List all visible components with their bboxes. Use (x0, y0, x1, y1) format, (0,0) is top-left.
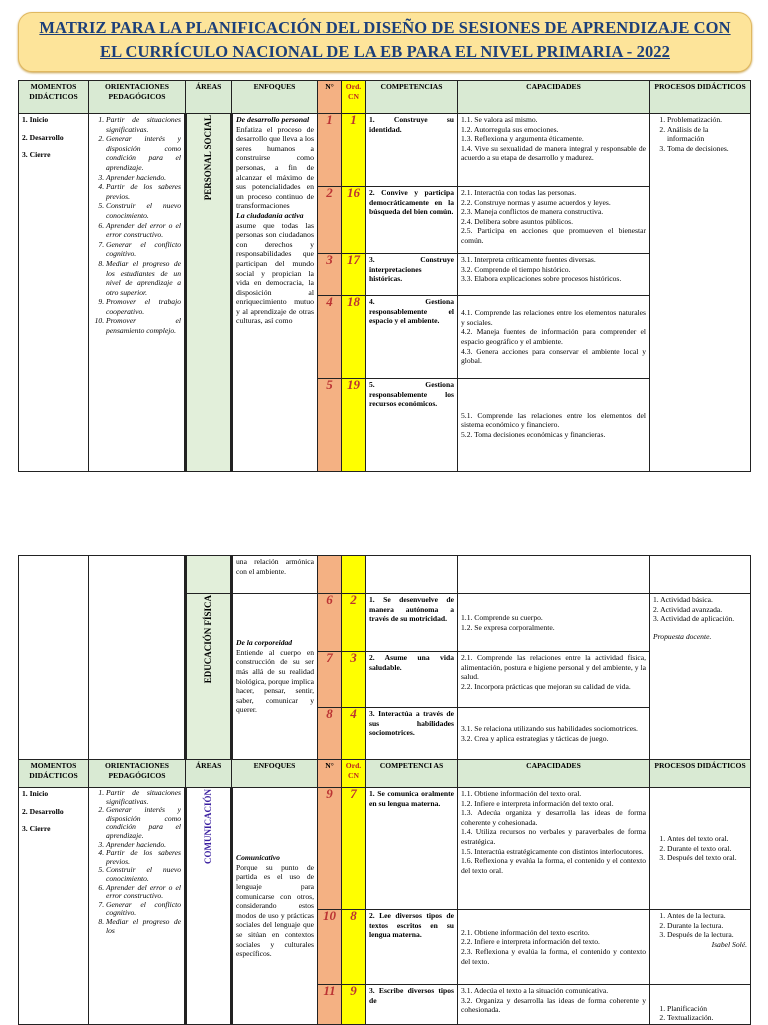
header-procesos: PROCESOS DIDÁCTICOS (650, 81, 751, 114)
proceso-item: 2. Durante el texto oral. (667, 844, 747, 854)
enfoque-cell (232, 788, 318, 1025)
title-line-2: EL CURRÍCULO NACIONAL DE LA EB PARA EL NIVEL PRIMARIA - 2022 (100, 42, 670, 61)
capacidades-cell (458, 296, 650, 379)
procesos-note: Propuesta docente. (653, 631, 712, 641)
area-personal-social-cont (186, 556, 232, 594)
header-ord-cn: Ord. CN (342, 81, 366, 114)
momentos-cell-empty (19, 556, 89, 760)
orientacion-item: 7. Generar el conflicto cognitivo. (106, 901, 181, 918)
row-number: 9 (318, 788, 342, 910)
capacidad-item: 1.1. Comprende su cuerpo. (461, 612, 543, 622)
orientacion-item: 6. Aprender del error o el error constructivo. (106, 221, 181, 240)
competencia: 3. Escribe diversos tipos de (366, 985, 458, 1025)
capacidad-item: 1.2. Se expresa corporalmente. (461, 622, 555, 632)
competencia: 1. Se desenvuelve de manera autónoma a través de su motricidad. (366, 594, 458, 652)
enfoque-text: asume que todas las personas son ciudadanos con derechos y responsabilidades que participan del mundo social y propician la vida en democracia, la disposición al enriquecimiento mutuo y al aprendizaje de otras culturas, así como (236, 220, 314, 326)
competencia: 4. Gestiona responsablemente el espacio y el ambiente. (366, 296, 458, 379)
capacidades-cell (458, 788, 650, 910)
competencia: 1. Se comunica oralmente en su lengua materna. (366, 788, 458, 910)
header-enfoques: ENFOQUES (232, 81, 318, 114)
capacidad-item: 2.3. Reflexiona y evalúa la forma, el contenido y contexto del texto. (461, 947, 646, 966)
orientacion-item: 5. Construir el nuevo conocimiento. (106, 866, 181, 883)
row-ord-cn: 3 (342, 652, 366, 708)
capacidad-item: 2.1. Comprende las relaciones entre la actividad física, alimentación, postura e higiene personal y del ambiente, y la salud. (461, 653, 646, 682)
orientacion-item: 3. Aprender haciendo. (106, 841, 181, 850)
momentos-cell (19, 114, 89, 472)
orientacion-item: 4. Partir de los saberes previos. (106, 182, 181, 201)
procesos-note: Isabel Solé. (711, 939, 747, 949)
header-areas: ÁREAS (186, 760, 232, 788)
competencia: 2. Convive y participa democráticamente en la búsqueda del bien común. (366, 187, 458, 254)
header-momentos: MOMENTOS DIDÁCTICOS (19, 760, 89, 788)
proceso-item: 1. Planificación (667, 1004, 747, 1014)
capacidad-item: 2.2. Incorpora prácticas que mejoran su calidad de vida. (461, 681, 631, 691)
procesos-cell (650, 985, 751, 1025)
header-procesos: PROCESOS DIDÁCTICOS (650, 760, 751, 788)
capacidades-cell (458, 985, 650, 1025)
area-label: PERSONAL SOCIAL (202, 115, 213, 201)
momento-item: 3. Cierre (22, 150, 51, 160)
row-number: 11 (318, 985, 342, 1025)
row-number: 8 (318, 708, 342, 760)
orientaciones-cell-empty (89, 556, 186, 760)
proceso-item: 3. Actividad de aplicación. (653, 614, 735, 624)
capacidad-item: 3.1. Se relaciona utilizando sus habilidades sociomotrices. (461, 723, 638, 733)
capacidad-item: 1.2. Infiere e interpreta información del texto oral. (461, 798, 614, 808)
proceso-item: 3. Toma de decisiones. (667, 144, 747, 154)
capacidad-item: 1.2. Autorregula sus emociones. (461, 124, 559, 134)
competencia: 5. Gestiona responsablemente los recursos económicos. (366, 379, 458, 472)
capacidad-item: 2.2. Construye normas y asume acuerdos y leyes. (461, 197, 611, 207)
area-educacion-fisica (186, 594, 232, 760)
orientacion-item: 9. Promover el trabajo cooperativo. (106, 297, 181, 316)
enfoque-title: La ciudadanía activa (236, 210, 304, 220)
capacidades-cell (458, 594, 650, 652)
procesos-cell (650, 910, 751, 985)
proceso-item: 2. Actividad avanzada. (653, 604, 723, 614)
header-n: N° (318, 81, 342, 114)
procesos-list (653, 1004, 747, 1023)
area-label: COMUNICACIÓN (202, 789, 213, 864)
proceso-item: 1. Antes del texto oral. (667, 834, 747, 844)
competencia: 2. Lee diversos tipos de textos escritos en su lengua materna. (366, 910, 458, 985)
orientacion-item: 3. Aprender haciendo. (106, 173, 181, 183)
enfoque-title: De la corporeidad (236, 638, 293, 648)
area-label: EDUCACIÓN FÍSICA (202, 595, 213, 684)
proceso-item: 3. Después del texto oral. (667, 853, 747, 863)
header-n: N° (318, 760, 342, 788)
capacidad-item: 5.1. Comprende las relaciones entre los elementos del sistema económico y financiero. (461, 410, 646, 430)
header-areas: ÁREAS (186, 81, 232, 114)
capacidad-item: 4.2. Maneja fuentes de información para comprender el espacio geográfico y el ambiente. (461, 327, 646, 346)
orientacion-item: 8. Mediar el progreso de los (106, 918, 181, 935)
row-ord-cn: 7 (342, 788, 366, 910)
orientacion-item: 2. Generar interés y disposición como condición para el aprendizaje. (106, 134, 181, 172)
procesos-cell (650, 114, 751, 472)
row-ord-cn: 1 (342, 114, 366, 187)
capacidades-cell (458, 254, 650, 296)
enfoque-cont: una relación armónica con el ambiente. (232, 556, 318, 594)
capacidad-item: 3.2. Comprende el tiempo histórico. (461, 264, 571, 274)
row-number: 6 (318, 594, 342, 652)
header-competencias: COMPETENCIAS (366, 81, 458, 114)
competencia: 3. Interactúa a través de sus habilidades sociomotrices. (366, 708, 458, 760)
orientaciones-list (92, 789, 181, 935)
proceso-item: 1. Problematización. (667, 115, 747, 125)
row-number-empty (318, 556, 342, 594)
procesos-list (653, 911, 747, 940)
capacidad-item: 1.3. Reflexiona y argumenta éticamente. (461, 134, 584, 144)
momento-item: 1. Inicio (22, 115, 49, 124)
row-number: 1 (318, 114, 342, 187)
momentos-cell (19, 788, 89, 1025)
capacidades-cell (458, 708, 650, 760)
capacidades-cell (458, 379, 650, 472)
capacidad-item: 1.6. Reflexiona y evalúa la forma, el contenido y el contexto del texto oral. (461, 856, 646, 875)
orientacion-item: 4. Partir de los saberes previos. (106, 849, 181, 866)
capacidad-item: 1.4. Vive su sexualidad de manera integral y responsable de acuerdo a su etapa de desarrollo y madurez. (461, 143, 646, 163)
orientaciones-cell (89, 114, 186, 472)
competencia: 2. Asume una vida saludable. (366, 652, 458, 708)
capacidad-item: 3.2. Crea y aplica estrategias y tácticas de juego. (461, 733, 609, 743)
row-ord-cn: 2 (342, 594, 366, 652)
matrix-table-personal-social (18, 80, 751, 472)
proceso-item: 1. Actividad básica. (653, 595, 713, 604)
enfoque-cell (232, 594, 318, 760)
row-number: 2 (318, 187, 342, 254)
capacidad-item: 4.1. Comprende las relaciones entre los elementos naturales y sociales. (461, 308, 646, 327)
orientacion-item: 6. Aprender del error o el error constructivo. (106, 884, 181, 901)
orientacion-item: 8. Mediar el progreso de los estudiantes de un nivel de aprendizaje a otro superior. (106, 259, 181, 297)
procesos-list (653, 834, 747, 863)
header-orientaciones: ORIENTACIONES PEDAGÓGICOS (89, 760, 186, 788)
orientacion-item: 1. Partir de situaciones significativas. (106, 789, 181, 806)
header-competencias: COMPETENCI AS (366, 760, 458, 788)
row-ord-cn: 17 (342, 254, 366, 296)
orientaciones-list (92, 115, 181, 336)
orientacion-item: 5. Construir el nuevo conocimiento. (106, 201, 181, 220)
enfoque-text: Porque su punto de partida es el uso de lenguaje para comunicarse con otros, considerando estos modos de uso y prácticas sociales del lenguaje que se sitúan en contextos sociales y culturales específicos. (236, 862, 314, 959)
orientacion-item: 2. Generar interés y disposición como condición para el aprendizaje. (106, 806, 181, 840)
row-number: 10 (318, 910, 342, 985)
capacidad-item: 3.2. Organiza y desarrolla las ideas de forma coherente y cohesionada. (461, 995, 646, 1015)
row-ord-cn: 19 (342, 379, 366, 472)
header-enfoques: ENFOQUES (232, 760, 318, 788)
row-ord-cn: 9 (342, 985, 366, 1025)
enfoque-cell (232, 114, 318, 472)
row-ord-cn: 4 (342, 708, 366, 760)
proceso-item: 2. Textualización. (667, 1013, 747, 1023)
orientacion-item: 7. Generar el conflicto cognitivo. (106, 240, 181, 259)
capacidad-item: 1.3. Adecúa organiza y desarrolla las ideas de forma coherente y cohesionada. (461, 808, 646, 827)
momento-item: 1. Inicio (22, 789, 49, 798)
header-momentos: MOMENTOS DIDÁCTICOS (19, 81, 89, 114)
capacidad-item: 2.1. Interactúa con todas las personas. (461, 188, 577, 197)
header-ord-cn: Ord. CN (342, 760, 366, 788)
momento-item: 2. Desarrollo (22, 806, 64, 816)
row-ord-cn-empty (342, 556, 366, 594)
document-title-banner (18, 12, 752, 72)
capacidades-cell (458, 187, 650, 254)
capacidades-empty (458, 556, 650, 594)
procesos-cell (650, 788, 751, 910)
capacidad-item: 1.1. Obtiene información del texto oral. (461, 789, 582, 798)
row-ord-cn: 18 (342, 296, 366, 379)
capacidad-item: 1.1. Se valora así mismo. (461, 115, 538, 124)
capacidades-cell (458, 910, 650, 985)
area-comunicacion (186, 788, 232, 1025)
area-personal-social (186, 114, 232, 472)
orientacion-item: 1. Partir de situaciones significativas. (106, 115, 181, 134)
proceso-item: 1. Antes de la lectura. (667, 911, 747, 921)
capacidad-item: 1.5. Interactúa estratégicamente con distintos interlocutores. (461, 846, 644, 856)
competencia: 3. Construye interpretaciones históricas. (366, 254, 458, 296)
capacidad-item: 3.1. Adecúa el texto a la situación comunicativa. (461, 986, 609, 995)
row-ord-cn: 16 (342, 187, 366, 254)
row-ord-cn: 8 (342, 910, 366, 985)
row-number: 7 (318, 652, 342, 708)
row-number: 3 (318, 254, 342, 296)
proceso-item: 2. Durante la lectura. (667, 921, 747, 931)
competencia: 1. Construye su identidad. (366, 114, 458, 187)
enfoque-title: De desarrollo personal (236, 115, 310, 124)
capacidad-item: 4.3. Genera acciones para conservar el ambiente local y global. (461, 346, 646, 366)
momento-item: 3. Cierre (22, 824, 51, 834)
enfoque-text: Enfatiza el proceso de desarrollo que lleva a los seres humanos a construirse como personas, a fin de alcanzar el máximo de sus potencialidades en un proceso continuo de transformaciones (236, 124, 314, 211)
title-line-1: MATRIZ PARA LA PLANIFICACIÓN DEL DISEÑO DE SESIONES DE APRENDIZAJE CON (39, 18, 731, 37)
capacidad-item: 2.5. Participa en acciones que promueven el bienestar común. (461, 226, 646, 245)
capacidad-item: 2.1. Obtiene información del texto escrito. (461, 927, 590, 937)
header-capacidades: CAPACIDADES (458, 760, 650, 788)
capacidad-item: 2.3. Maneja conflictos de manera constructiva. (461, 207, 604, 217)
orientacion-item: 10. Promover el pensamiento complejo. (106, 316, 181, 335)
capacidad-item: 2.4. Delibera sobre asuntos públicos. (461, 216, 573, 226)
row-number: 5 (318, 379, 342, 472)
procesos-cell (650, 594, 751, 760)
capacidades-cell (458, 652, 650, 708)
header-orientaciones: ORIENTACIONES PEDAGÓGICOS (89, 81, 186, 114)
competencia-empty (366, 556, 458, 594)
proceso-item: 3. Después de la lectura. (667, 930, 747, 940)
procesos-empty (650, 556, 751, 594)
proceso-item: 2. Análisis de la información (667, 125, 747, 144)
momento-item: 2. Desarrollo (22, 132, 64, 142)
orientaciones-cell (89, 788, 186, 1025)
capacidad-item: 3.3. Elabora explicaciones sobre procesos históricos. (461, 274, 622, 284)
header-capacidades: CAPACIDADES (458, 81, 650, 114)
procesos-list (653, 115, 747, 153)
capacidad-item: 5.2. Toma decisiones económicas y financieras. (461, 429, 606, 439)
capacidades-cell (458, 114, 650, 187)
matrix-table-page-2 (18, 555, 751, 1025)
capacidad-item: 1.4. Utiliza recursos no verbales y paraverbales de forma estratégica. (461, 827, 646, 846)
row-number: 4 (318, 296, 342, 379)
capacidad-item: 2.2. Infiere e interpreta información del texto. (461, 937, 600, 947)
enfoque-text: Entiende al cuerpo en construcción de su ser más allá de su realidad biológica, porque implica hacer, pensar, sentir, saber, comunicar y querer. (236, 647, 314, 715)
enfoque-title: Comunicativo (236, 853, 280, 863)
capacidad-item: 3.1. Interpreta críticamente fuentes diversas. (461, 255, 596, 264)
